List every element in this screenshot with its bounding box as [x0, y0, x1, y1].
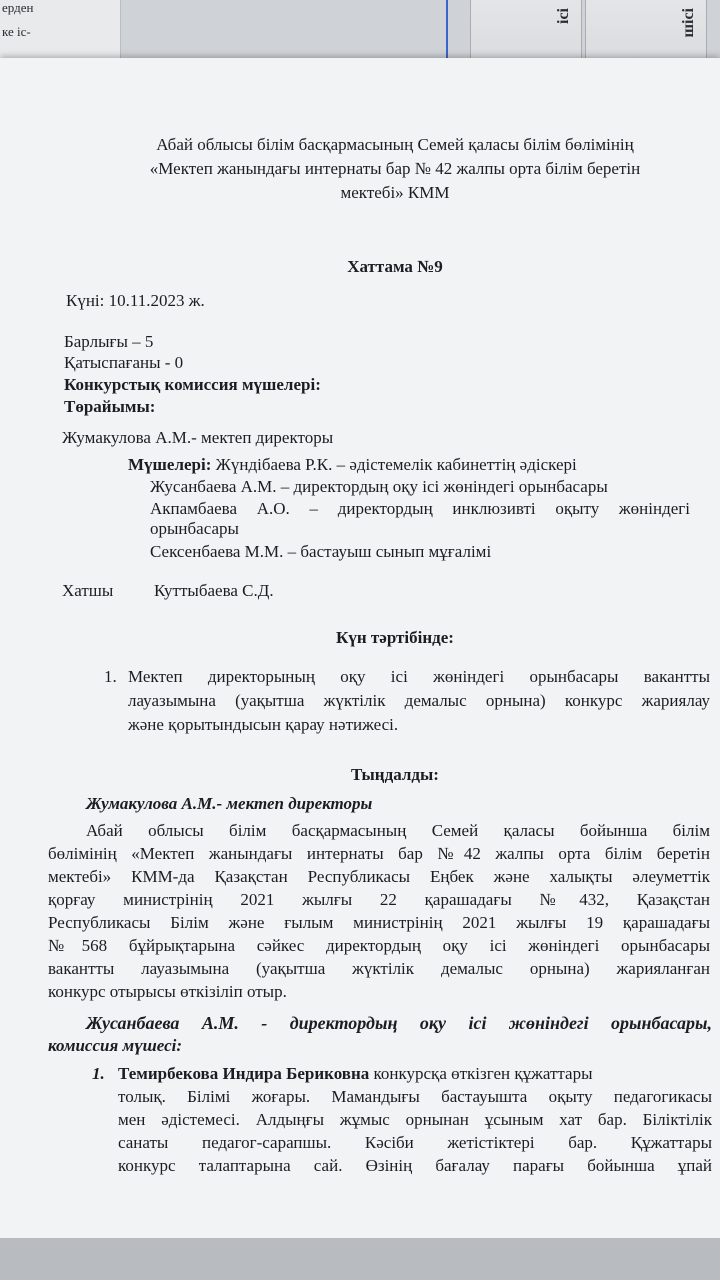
background-bottom-strip	[0, 1238, 720, 1280]
binder-label: ісі	[555, 8, 572, 24]
member-1: Жүндібаева Р.К. – әдістемелік кабинеттің әдіскері	[215, 455, 577, 474]
report-speaker-cont: комиссия мүшесі:	[48, 1036, 183, 1055]
candidate-name: Темирбекова Индира Бериковна	[118, 1064, 370, 1083]
background-corner-text: ерден	[2, 0, 34, 15]
heard-paragraph-line: қорғау министрінің 2021 жылғы 22 қарашадағы №432, Қазақстан	[48, 890, 710, 909]
candidate-line: санаты педагог-сарапшы. Кәсіби жетістіктері бар. Құжаттары	[118, 1133, 712, 1152]
commission-heading: Конкурстық комиссия мүшелері:	[64, 375, 321, 394]
protocol-date: Күні: 10.11.2023 ж.	[66, 291, 205, 310]
protocol-title: Хаттама №9	[347, 257, 443, 276]
member-3-cont: орынбасары	[150, 519, 239, 538]
candidate-line	[118, 1063, 593, 1084]
agenda-item-number: 1.	[104, 667, 117, 686]
candidate-line: мен әдістемесі. Алдыңғы жұмыс орнынан ұсыным хат бар. Біліктілік	[118, 1110, 712, 1129]
document-sheet	[0, 58, 720, 1238]
member-4: Сексенбаева М.М. – бастауыш сынып мұғалімі	[150, 542, 492, 561]
agenda-item-line: лауазымына (уақытша жүктілік демалыс орнына) конкурс жариялау	[128, 691, 710, 710]
binder-label: шісі	[680, 8, 697, 38]
member-3: Акпамбаева А.О. – директордың инклюзивті оқыту жөніндегі	[150, 499, 690, 518]
candidate-line: конкурс талаптарына сай. Өзінің бағалау парағы бойынша ұпай	[118, 1156, 712, 1175]
member-2: Жусанбаева А.М. – директордың оқу ісі жөніндегі орынбасары	[150, 477, 608, 496]
background-corner-text: ке іс-	[2, 24, 31, 39]
org-line: Абай облысы білім басқармасының Семей қаласы білім бөлімінің	[156, 135, 634, 154]
org-line: «Мектеп жанындағы интернаты бар № 42 жалпы орта білім беретін	[149, 159, 641, 178]
protocol-absent: Қатыспағаны - 0	[64, 353, 184, 372]
heard-paragraph-line: бөлімінің «Мектеп жанындағы интернаты бар №42 жалпы орта білім беретін	[48, 844, 710, 863]
secretary-name: Куттыбаева С.Д.	[154, 581, 274, 600]
agenda-heading: Күн тәртібінде:	[336, 628, 454, 647]
org-line: мектебі» КММ	[340, 183, 450, 202]
candidate-line: толық. Білімі жоғары. Мамандығы бастауышта оқыту педагогикасы	[118, 1087, 712, 1106]
heard-speaker: Жумакулова А.М.- мектеп директоры	[86, 794, 373, 813]
heard-paragraph-line: Абай облысы білім басқармасының Семей қаласы бойынша білім	[86, 821, 710, 840]
chair-label: Төрайымы:	[64, 397, 156, 416]
agenda-item-line: Мектеп директорының оқу ісі жөніндегі орынбасары вакантты	[128, 667, 710, 686]
heard-paragraph-line: конкурс отырысы өткізіліп отыр.	[48, 982, 287, 1001]
secretary-label: Хатшы	[62, 581, 114, 600]
heard-paragraph-line: Республикасы Білім және ғылым министрінің 2021 жылғы 19 қарашадағы	[48, 913, 710, 932]
heard-paragraph-line: вакантты лауазымына (уақытша жүктілік демалыс орнына) жарияланған	[48, 959, 710, 978]
members-label: Мүшелері:	[128, 455, 212, 474]
chair-name: Жумакулова А.М.- мектеп директоры	[62, 428, 334, 447]
heard-paragraph-line: мектебі» КММ-да Қазақстан Республикасы Еңбек және халықты әлеуметтік	[48, 867, 710, 886]
candidate-number: 1.	[92, 1064, 105, 1083]
protocol-total: Барлығы – 5	[64, 332, 154, 351]
agenda-item-line: және қорытындысын қарау нәтижесі.	[128, 715, 399, 734]
background-blue-line	[446, 0, 448, 60]
heard-heading: Тыңдалды:	[351, 765, 439, 784]
candidate-line-rest: конкурсқа өткізген құжаттары	[369, 1064, 593, 1083]
member-line	[128, 454, 577, 475]
report-speaker: Жусанбаева А.М. - директордың оқу ісі жөніндегі орынбасары,	[86, 1013, 712, 1033]
heard-paragraph-line: №568 бұйрықтарына сәйкес директордың оқу ісі жөніндегі орынбасары	[48, 936, 710, 955]
